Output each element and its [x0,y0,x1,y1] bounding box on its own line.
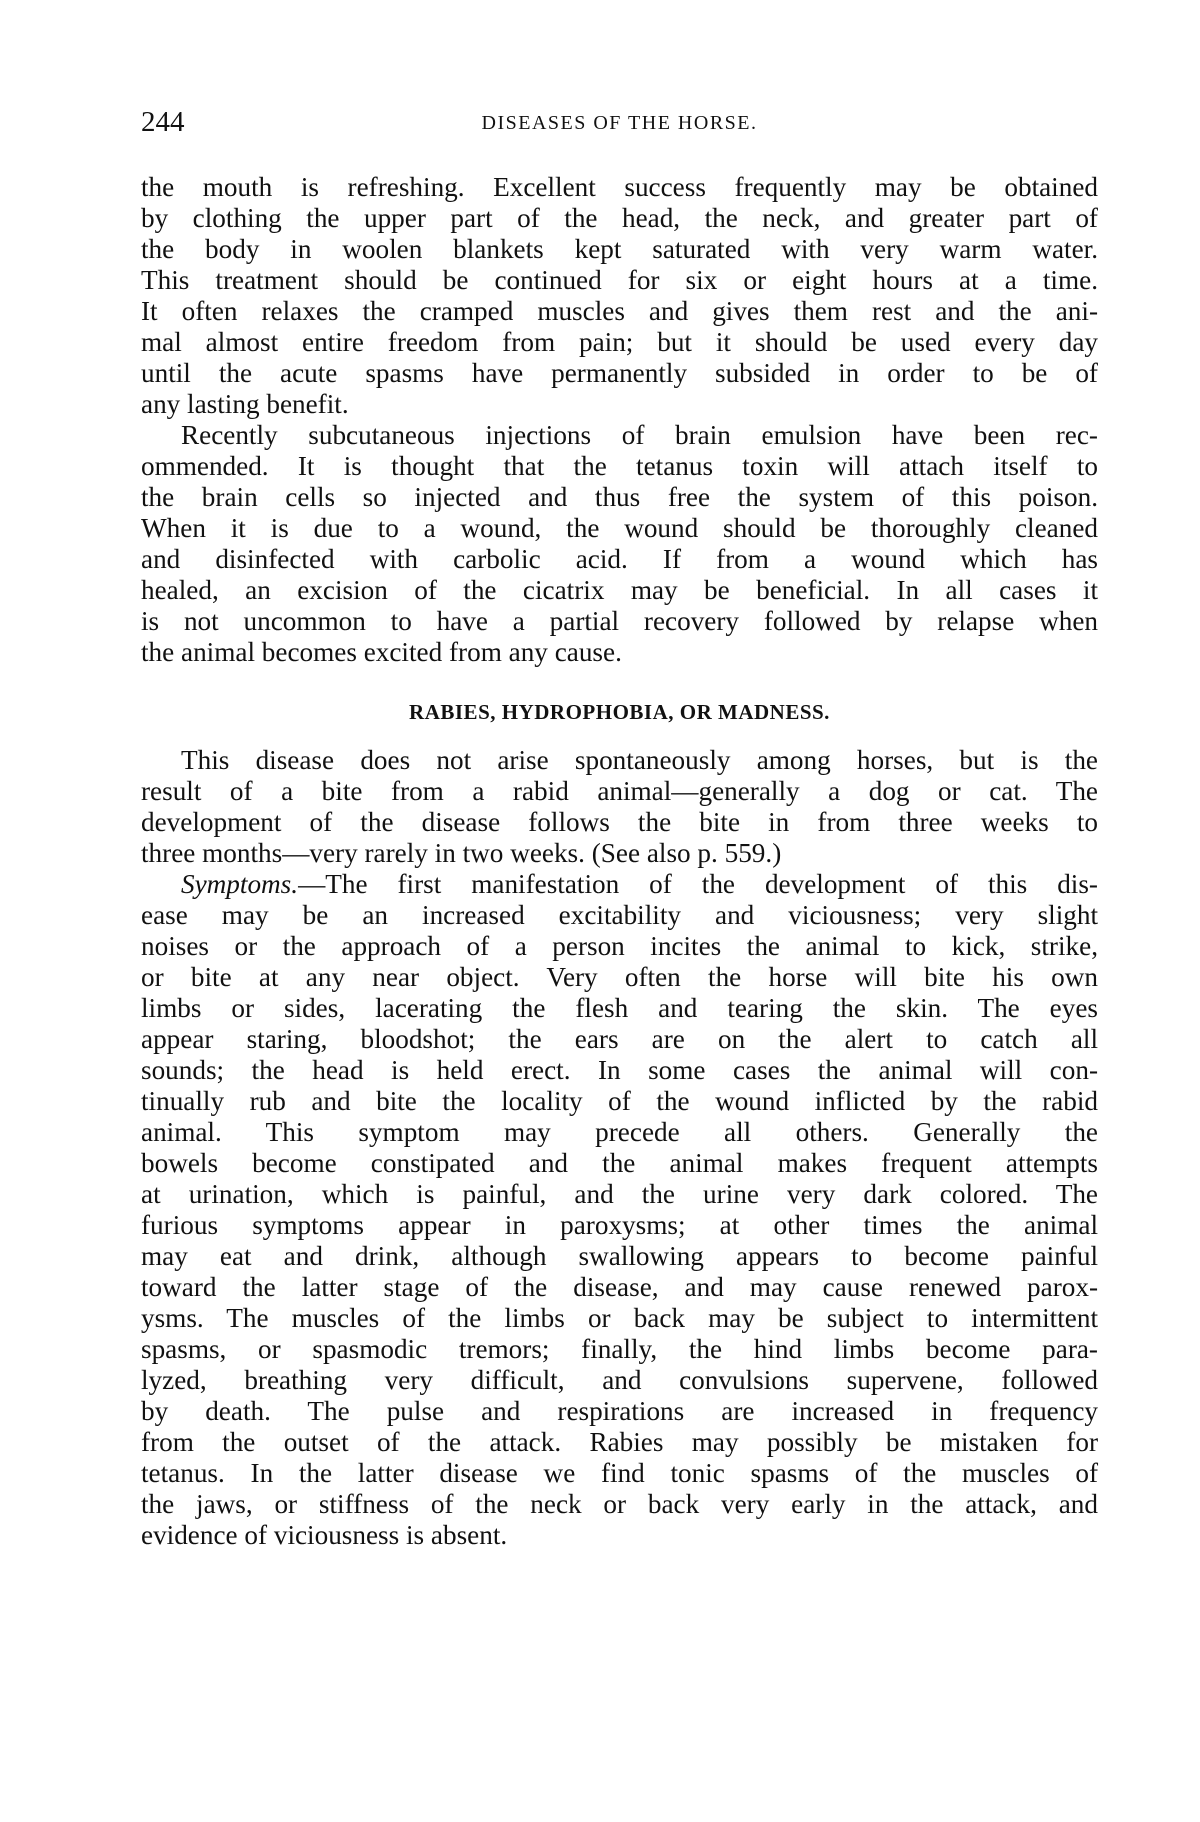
text-line: tinually rub and bite the locality of the wound inflicted by the rabid [141,1086,1098,1116]
text-line: until the acute spasms have permanently subsided in order to be of [141,358,1098,388]
text-line: furious symptoms appear in paroxysms; at other times the animal [141,1210,1098,1240]
text-line: bowels become constipated and the animal makes frequent attempts [141,1148,1098,1178]
text-line: or bite at any near object. Very often the horse will bite his own [141,962,1098,992]
text-line: Recently subcutaneous injections of brain emulsion have been rec- [181,420,1098,450]
text-line: ommended. It is thought that the tetanus toxin will attach itself to [141,451,1098,481]
text-line: from the outset of the attack. Rabies may possibly be mistaken for [141,1427,1098,1457]
text-line: This treatment should be continued for six or eight hours at a time. [141,265,1098,295]
section-heading: RABIES, HYDROPHOBIA, OR MADNESS. [409,700,830,724]
text-line: by death. The pulse and respirations are increased in frequency [141,1396,1098,1426]
text-line: result of a bite from a rabid animal—generally a dog or cat. The [141,776,1098,806]
text-line: This disease does not arise spontaneously among horses, but is the [181,745,1098,775]
text-line: may eat and drink, although swallowing appears to become painful [141,1241,1098,1271]
text-line: evidence of viciousness is absent. [141,1520,508,1550]
text-line: It often relaxes the cramped muscles and gives them rest and the ani- [141,296,1098,326]
paragraph-wool-blanket-treatment [141,172,1098,420]
text-line: limbs or sides, lacerating the flesh and tearing the skin. The eyes [141,993,1098,1023]
text-line: by clothing the upper part of the head, the neck, and greater part of [141,203,1098,233]
text-line: toward the latter stage of the disease, and may cause renewed parox- [141,1272,1098,1302]
text-line: at urination, which is painful, and the urine very dark colored. The [141,1179,1098,1209]
text-line: the jaws, or stiffness of the neck or back very early in the attack, and [141,1489,1098,1519]
text-line: development of the disease follows the bite in from three weeks to [141,807,1098,837]
text-line: ysms. The muscles of the limbs or back may be subject to intermittent [141,1303,1098,1333]
text-line: three months—very rarely in two weeks. (See also p. 559.) [141,838,782,868]
text-line: When it is due to a wound, the wound should be thoroughly cleaned [141,513,1098,543]
book-page [141,106,1098,1551]
text-line: tetanus. In the latter disease we find tonic spasms of the muscles of [141,1458,1098,1488]
text-line: noises or the approach of a person incites the animal to kick, strike, [141,931,1098,961]
running-head [141,106,1098,146]
paragraph-brain-emulsion [141,420,1098,668]
text-line: spasms, or spasmodic tremors; finally, the hind limbs become para- [141,1334,1098,1364]
text-line: animal. This symptom may precede all others. Generally the [141,1117,1098,1147]
text-line: mal almost entire freedom from pain; but it should be used every day [141,327,1098,357]
text-line: any lasting benefit. [141,389,349,419]
text-line: ease may be an increased excitability and viciousness; very slight [141,900,1098,930]
running-title: DISEASES OF THE HORSE. [481,112,758,134]
symptoms-lead-rest: —The first manifestation of the development of this dis- [298,869,1098,899]
paragraph-rabies-intro [141,745,1098,869]
text-line: the animal becomes excited from any cause. [141,637,622,667]
page-number: 244 [141,106,185,138]
text-line [141,869,1098,900]
text-line: healed, an excision of the cicatrix may be beneficial. In all cases it [141,575,1098,605]
paragraph-symptoms [141,869,1098,1551]
symptoms-lead: Symptoms. [181,869,299,899]
text-line: the body in woolen blankets kept saturated with very warm water. [141,234,1098,264]
text-line: appear staring, bloodshot; the ears are on the alert to catch all [141,1024,1098,1054]
text-line: is not uncommon to have a partial recovery followed by relapse when [141,606,1098,636]
text-line: lyzed, breathing very difficult, and convulsions supervene, followed [141,1365,1098,1395]
text-line: the mouth is refreshing. Excellent success frequently may be obtained [141,172,1098,202]
text-line: the brain cells so injected and thus free the system of this poison. [141,482,1098,512]
text-line: sounds; the head is held erect. In some cases the animal will con- [141,1055,1098,1085]
text-line: and disinfected with carbolic acid. If from a wound which has [141,544,1098,574]
